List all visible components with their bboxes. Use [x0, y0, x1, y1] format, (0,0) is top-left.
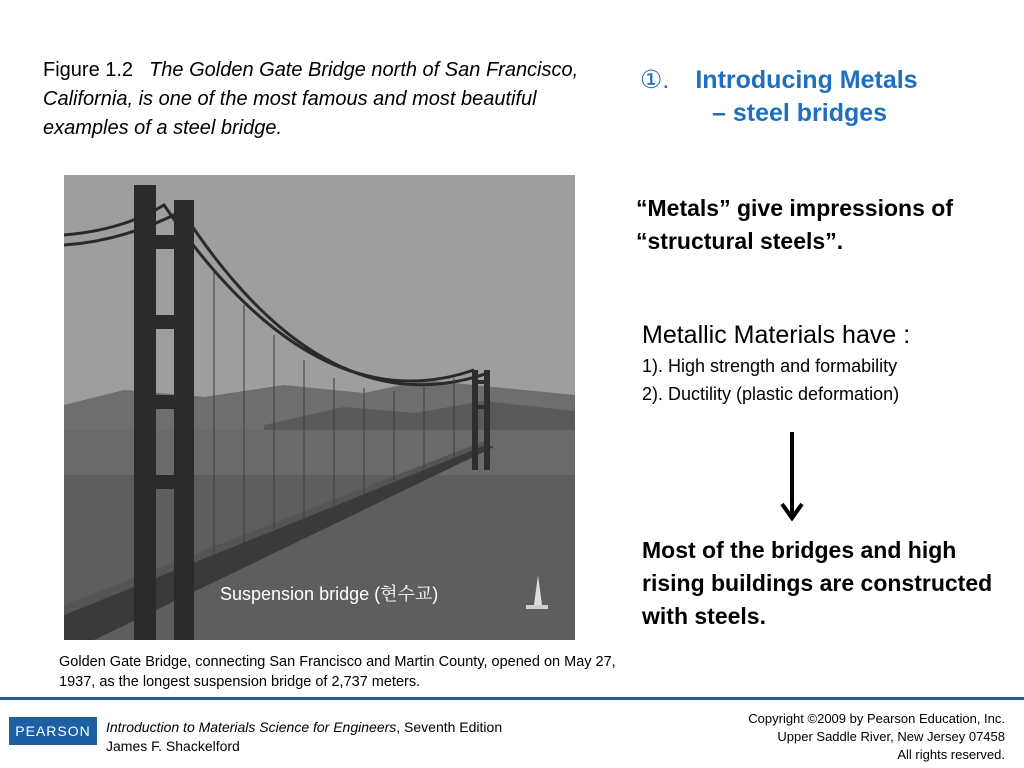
- figure-caption: [43, 56, 603, 143]
- copyright-line: All rights reserved.: [897, 747, 1005, 762]
- bridge-caption: Golden Gate Bridge, connecting San Francisco and Martin County, opened on May 27, 1937, as the longest suspension bridge of 2,737 meters.: [59, 654, 616, 690]
- title-line2: – steel bridges: [712, 99, 888, 127]
- copyright-line: Upper Saddle River, New Jersey 07458: [777, 729, 1005, 744]
- pearson-logo: PEARSON: [9, 717, 97, 745]
- title-line1: Introducing Metals: [695, 66, 918, 94]
- book-author: James F. Shackelford: [106, 738, 240, 754]
- photo-label: Suspension bridge (현수교): [220, 584, 439, 604]
- property-item: 2). Ductility (plastic deformation): [642, 384, 900, 404]
- book-edition: , Seventh Edition: [396, 719, 503, 735]
- bridge-photo: [64, 175, 575, 640]
- slide-title: [640, 64, 980, 130]
- book-reference: [106, 718, 502, 756]
- copyright-notice: [748, 710, 1005, 764]
- impression-text: “Metals” give impressions of “structural steels”.: [636, 195, 953, 254]
- bridge-illustration: [64, 175, 575, 640]
- properties-heading: Metallic Materials have :: [642, 321, 911, 349]
- book-title: Introduction to Materials Science for Engineers: [106, 719, 397, 735]
- properties-block: [642, 318, 1012, 408]
- figure-caption-text: The Golden Gate Bridge north of San Francisco, California, is one of the most famous and most beautiful examples of a steel bridge.: [43, 59, 579, 139]
- conclusion-text: Most of the bridges and high rising buildings are constructed with steels.: [642, 537, 993, 629]
- title-marker: ①.: [640, 66, 670, 94]
- property-item: 1). High strength and formability: [642, 356, 898, 376]
- down-arrow-icon: [779, 430, 805, 527]
- figure-label: Figure 1.2: [43, 59, 134, 81]
- copyright-line: Copyright ©2009 by Pearson Education, Inc.: [748, 711, 1005, 726]
- footer-divider: [0, 697, 1024, 700]
